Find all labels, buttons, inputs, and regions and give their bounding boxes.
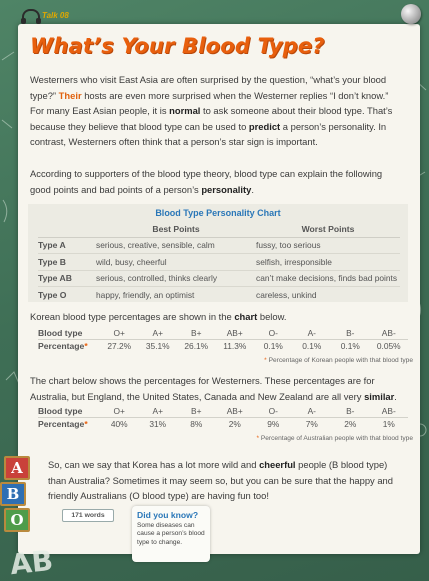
table-row: Blood type O+ A+ B+ AB+ O- A- B- AB- [38, 405, 408, 418]
worst-points-header: Worst Points [301, 223, 355, 234]
letter-block-o: O [4, 508, 30, 532]
table-row: Type O happy, friendly, an optimist careless, unkind [38, 290, 317, 301]
australia-percentage-table [38, 405, 408, 430]
australia-footnote: * Percentage of Australian people with that blood type [256, 435, 413, 442]
vocab-normal: normal [169, 105, 201, 117]
table-row: Blood type O+ A+ B+ AB+ O- A- B- AB- [38, 327, 408, 340]
personality-table-header [38, 221, 400, 238]
letter-block-b: B [0, 482, 26, 506]
did-you-know-body: Some diseases can cause a person’s blood type to change. [137, 522, 205, 546]
table-row: Type A serious, creative, sensible, calm fussy, too serious [38, 238, 400, 255]
korea-percentage-table [38, 327, 408, 352]
did-you-know-box [132, 506, 210, 562]
page-title: What’s Your Blood Type? [30, 34, 325, 58]
korea-intro: Korean blood type percentages are shown in the chart below. [30, 311, 287, 322]
did-you-know-title: Did you know? [137, 510, 199, 520]
australia-intro: The chart below shows the percentages for Westerners. These percentages are for Australia, but England, the United States, Canada and New Zealand are all very similar. [30, 375, 397, 402]
letter-block-a: A [4, 456, 30, 480]
word-count-badge: 171 words [62, 509, 114, 522]
lesson-badge [22, 8, 69, 22]
vocab-predict: predict [248, 120, 281, 132]
best-points-header: Best Points [152, 223, 200, 234]
chalk-ab-text: AB [8, 543, 55, 581]
conclusion-paragraph: So, can we say that Korea has a lot more wild and cheerful people (B blood type) than Australia? Sometimes it may seem so, but you can be sure that the happy and friendly Australians (O blood type) are having fun too! [48, 459, 393, 502]
headphones-icon [22, 9, 40, 21]
lesson-badge-text: Talk 08 [42, 10, 69, 20]
personality-table [38, 221, 400, 304]
vocab-their: Their [58, 89, 82, 101]
korea-footnote: * Percentage of Korean people with that blood type [264, 357, 413, 364]
personality-chart-title: Blood Type Personality Chart [155, 208, 281, 218]
table-row: Type AB serious, controlled, thinks clearly can’t make decisions, finds bad points [38, 271, 400, 288]
theory-paragraph: According to supporters of the blood type theory, blood type can explain the following good points and bad points of a person’s personality. [30, 168, 383, 195]
vocab-chart: chart [234, 311, 258, 322]
personality-chart [28, 204, 408, 302]
table-row: Percentage* 40% 31% 8% 2% 9% 7% 2% 1% [38, 418, 395, 429]
table-row: Percentage* 27.2% 35.1% 26.1% 11.3% 0.1% 0.1% 0.1% 0.05% [38, 340, 401, 351]
vocab-personality: personality [201, 183, 252, 195]
vocab-similar: similar [364, 390, 395, 402]
table-row: Type B wild, busy, cheerful selfish, irresponsible [38, 254, 400, 271]
vocab-cheerful: cheerful [259, 459, 296, 470]
intro-paragraph: Westerners who visit East Asia are often surprised by the question, “what’s your blood type?” Their hosts are even more surprised when the Westerner replies “I don’t know.” For many East Asian people, it is normal to ask someone about their blood type. That’s because they believe that blood type can be used to predict a person’s personality. In contrast, Westerners often think that a person’s star sign is important. [30, 74, 393, 148]
pushpin-icon [401, 4, 421, 24]
